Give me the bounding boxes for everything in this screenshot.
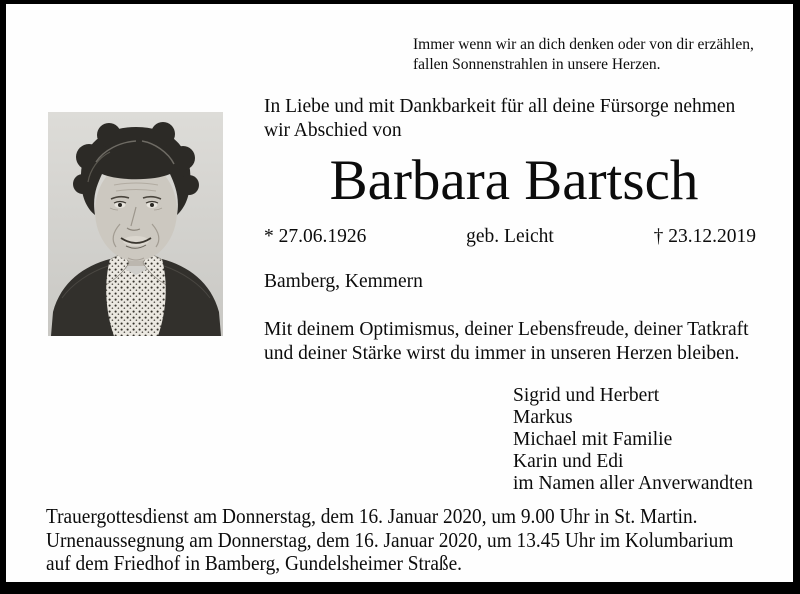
intro-block — [264, 95, 789, 143]
vital-dates-row — [264, 225, 756, 249]
mourner-line: Michael mit Familie — [513, 429, 673, 450]
deceased-name: Barbara Bartsch — [329, 149, 699, 212]
intro-line: In Liebe und mit Dankbarkeit für all deine Fürsorge nehmen — [264, 96, 736, 117]
tribute-line: und deiner Stärke wirst du immer in unseren Herzen bleiben. — [264, 343, 740, 364]
mourner-line: Karin und Edi — [513, 451, 624, 472]
mourners-list — [513, 385, 793, 495]
service-line: auf dem Friedhof in Bamberg, Gundelsheimer Straße. — [46, 551, 462, 575]
mourner-line: im Namen aller Anverwandten — [513, 473, 753, 494]
service-line: Trauergottesdienst am Donnerstag, dem 16. Januar 2020, um 9.00 Uhr in St. Martin. — [46, 504, 698, 528]
service-line: Urnenaussegnung am Donnerstag, dem 16. Januar 2020, um 13.45 Uhr im Kolumbarium — [46, 527, 734, 552]
quote-line: fallen Sonnenstrahlen in unsere Herzen. — [413, 56, 661, 73]
mourner-line: Markus — [513, 407, 573, 428]
notice-paper — [6, 4, 793, 582]
death-date: † 23.12.2019 — [653, 226, 756, 247]
maiden-name: geb. Leicht — [466, 226, 554, 247]
portrait-photo-drawing — [48, 112, 223, 336]
services-block — [46, 505, 800, 576]
birth-date: * 27.06.1926 — [264, 226, 367, 247]
quote-line: Immer wenn wir an dich denken oder von dir erzählen, — [413, 36, 754, 53]
quote-block — [413, 35, 793, 75]
tribute-block — [264, 318, 792, 366]
portrait-photo — [48, 112, 223, 336]
mourner-line: Sigrid und Herbert — [513, 385, 660, 406]
tribute-line: Mit deinem Optimismus, deiner Lebensfreude, deiner Tatkraft — [264, 319, 749, 340]
intro-line: wir Abschied von — [264, 120, 402, 141]
places-line: Bamberg, Kemmern — [264, 271, 423, 292]
